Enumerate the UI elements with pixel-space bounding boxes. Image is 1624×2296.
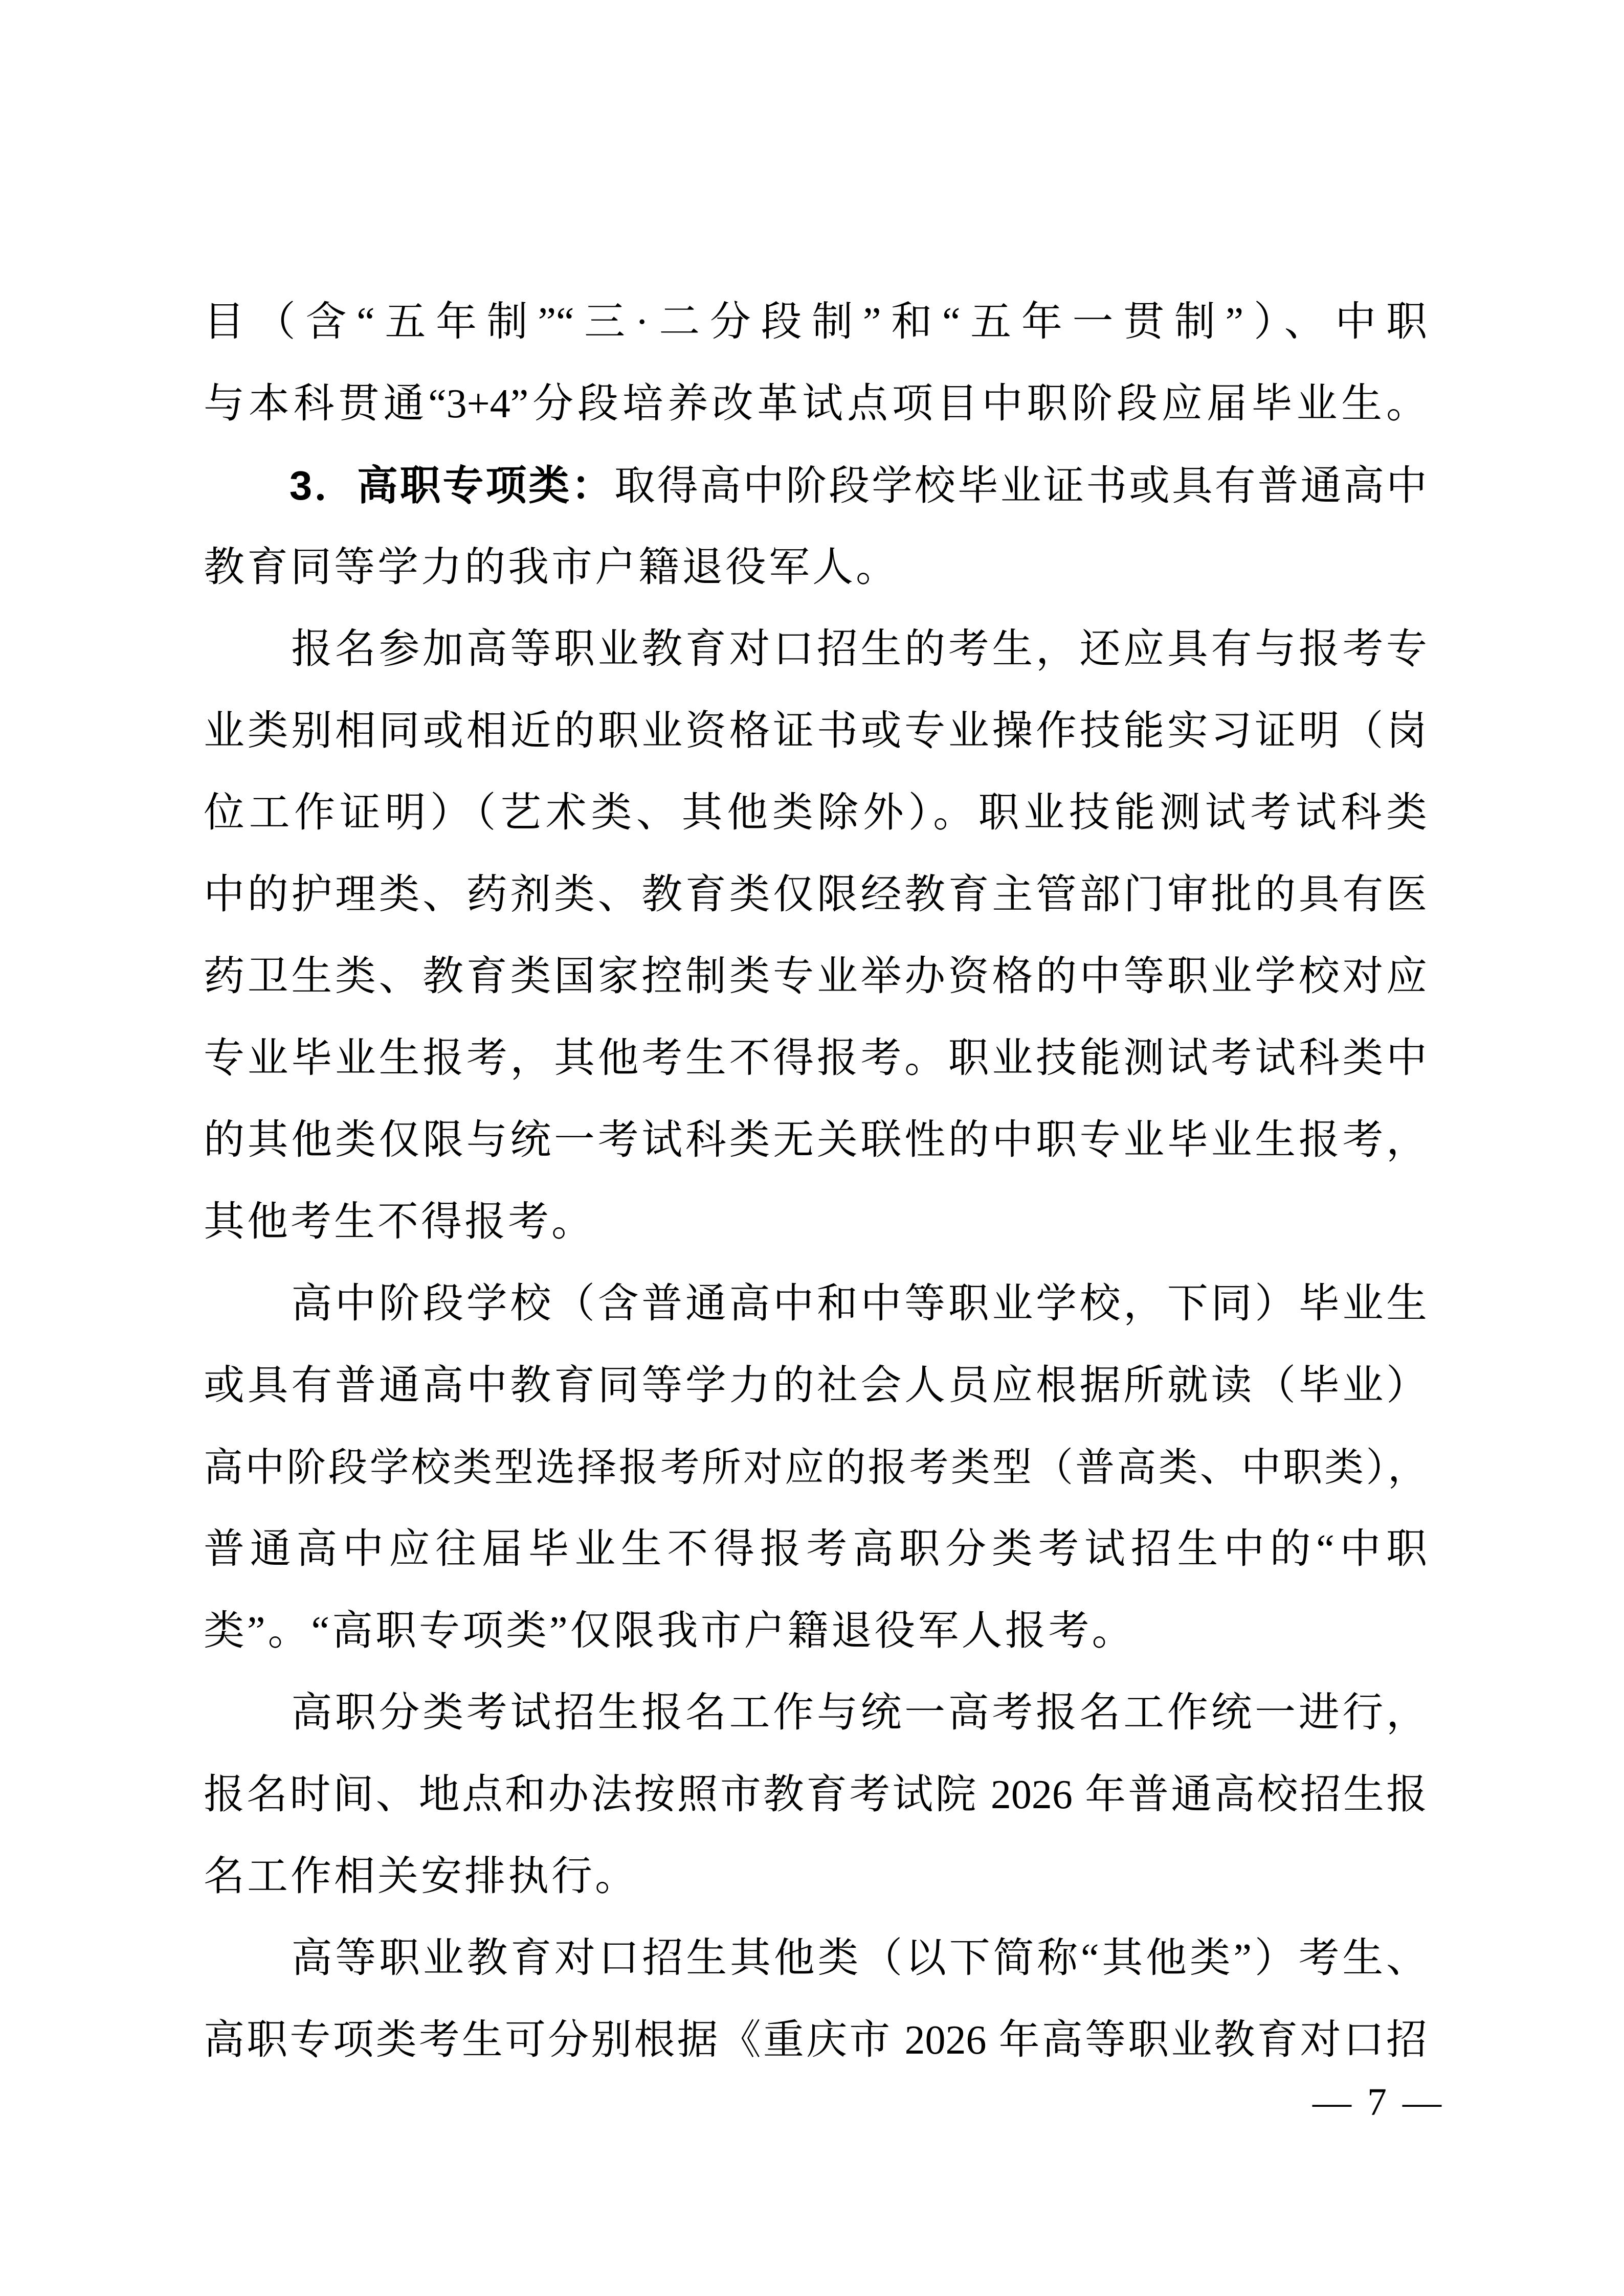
- text-run: 高等职业教育对口招生其他类（以下简称“其他类”）考生、: [204, 1936, 1427, 1981]
- text-run: 报名时间、地点和办法按照市教育考试院 2026 年普通高校招生报: [204, 1772, 1427, 1817]
- text-run: 与本科贯通“3+4”分段培养改革试点项目中职阶段应届毕业生。: [204, 381, 1427, 426]
- text-line: [204, 445, 1427, 527]
- text-line: [204, 690, 1427, 772]
- text-run: [204, 464, 290, 509]
- text-run: 类”。“高职专项类”仅限我市户籍退役军人报考。: [204, 1609, 1136, 1654]
- text-line: [204, 1754, 1427, 1836]
- text-line: [204, 609, 1427, 690]
- text-line: [204, 1018, 1427, 1099]
- text-run: 的其他类仅限与统一考试科类无关联性的中职专业毕业生报考，: [204, 1118, 1427, 1163]
- text-run: 目（含“五年制”“三·二分段制”和“五年一贯制”）、中职: [204, 300, 1427, 345]
- text-run: 报名参加高等职业教育对口招生的考生，还应具有与报考专: [204, 627, 1427, 672]
- bold-text-run: 3．高职专项类：: [289, 463, 614, 508]
- text-line: [204, 1590, 1427, 1672]
- text-line: [204, 936, 1427, 1018]
- text-line: [204, 1509, 1427, 1590]
- text-line: [204, 1836, 1427, 1918]
- page-number: — 7 —: [1312, 2081, 1444, 2124]
- text-line: [204, 1263, 1427, 1345]
- text-run: 中的护理类、药剂类、教育类仅限经教育主管部门审批的具有医: [204, 872, 1427, 917]
- text-run: 业类别相同或相近的职业资格证书或专业操作技能实习证明（岗: [204, 709, 1427, 754]
- text-run: 高职分类考试招生报名工作与统一高考报名工作统一进行，: [204, 1691, 1427, 1736]
- text-run: 药卫生类、教育类国家控制类专业举办资格的中等职业学校对应: [204, 954, 1427, 999]
- document-body: [204, 281, 1427, 2081]
- text-line: [204, 527, 1427, 609]
- text-line: [204, 281, 1427, 363]
- text-run: 高中阶段学校类型选择报考所对应的报考类型（普高类、中职类），: [204, 1446, 1427, 1490]
- text-run: 高中阶段学校（含普通高中和中等职业学校，下同）毕业生: [204, 1281, 1427, 1326]
- text-run: 或具有普通高中教育同等学力的社会人员应根据所就读（毕业）: [204, 1363, 1427, 1408]
- text-line: [204, 1099, 1427, 1181]
- text-line: [204, 363, 1427, 445]
- text-run: 普通高中应往届毕业生不得报考高职分类考试招生中的“中职: [204, 1527, 1427, 1572]
- text-run: 专业毕业生报考，其他考生不得报考。职业技能测试考试科类中: [204, 1036, 1427, 1081]
- text-run: 位工作证明）（艺术类、其他类除外）。职业技能测试考试科类: [204, 791, 1427, 836]
- text-run: 教育同等学力的我市户籍退役军人。: [204, 545, 899, 590]
- text-line: [204, 1999, 1427, 2081]
- text-line: [204, 854, 1427, 936]
- text-line: [204, 1181, 1427, 1263]
- text-run: 名工作相关安排执行。: [204, 1854, 638, 1899]
- text-run: 其他考生不得报考。: [204, 1200, 595, 1245]
- text-line: [204, 772, 1427, 854]
- text-run: 高职专项类考生可分别根据《重庆市 2026 年高等职业教育对口招: [204, 2018, 1427, 2063]
- text-line: [204, 1672, 1427, 1754]
- text-line: [204, 1427, 1427, 1509]
- text-line: [204, 1918, 1427, 1999]
- text-line: [204, 1345, 1427, 1427]
- text-run: 取得高中阶段学校毕业证书或具有普通高中: [614, 464, 1427, 509]
